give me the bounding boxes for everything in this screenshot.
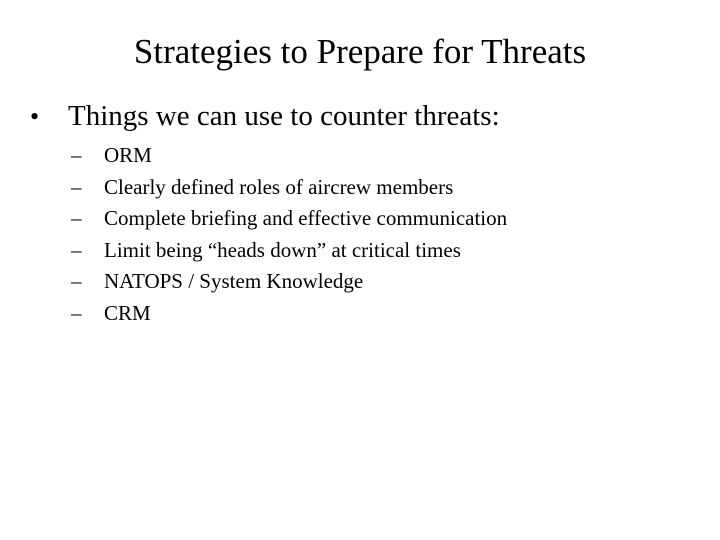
sub-bullet-text: Complete briefing and effective communication bbox=[104, 206, 508, 230]
bullet-marker: • bbox=[30, 102, 40, 131]
dash-marker: – bbox=[71, 206, 82, 230]
dash-marker: – bbox=[71, 143, 82, 167]
dash-marker: – bbox=[71, 269, 82, 293]
sub-bullet-orm bbox=[71, 140, 711, 172]
sub-bullet-text: NATOPS / System Knowledge bbox=[104, 269, 364, 293]
sub-bullet-text: Limit being “heads down” at critical times bbox=[104, 237, 461, 262]
sub-bullet-briefing bbox=[71, 203, 711, 235]
sub-bullet-text: ORM bbox=[104, 143, 152, 167]
sub-bullet-text: Clearly defined roles of aircrew members bbox=[104, 174, 454, 199]
sub-bullet-text: CRM bbox=[104, 300, 151, 325]
sub-bullet-list bbox=[71, 140, 711, 329]
main-bullet-text: Things we can use to counter threats: bbox=[68, 100, 500, 132]
sub-bullet-roles bbox=[71, 172, 711, 204]
dash-marker: – bbox=[71, 237, 82, 262]
dash-marker: – bbox=[71, 174, 82, 199]
dash-marker: – bbox=[71, 300, 82, 325]
slide-title: Strategies to Prepare for Threats bbox=[133, 32, 587, 71]
sub-bullet-natops bbox=[71, 266, 711, 298]
main-bullet bbox=[30, 96, 710, 137]
sub-bullet-crm bbox=[71, 298, 711, 330]
sub-bullet-heads-down bbox=[71, 235, 711, 267]
